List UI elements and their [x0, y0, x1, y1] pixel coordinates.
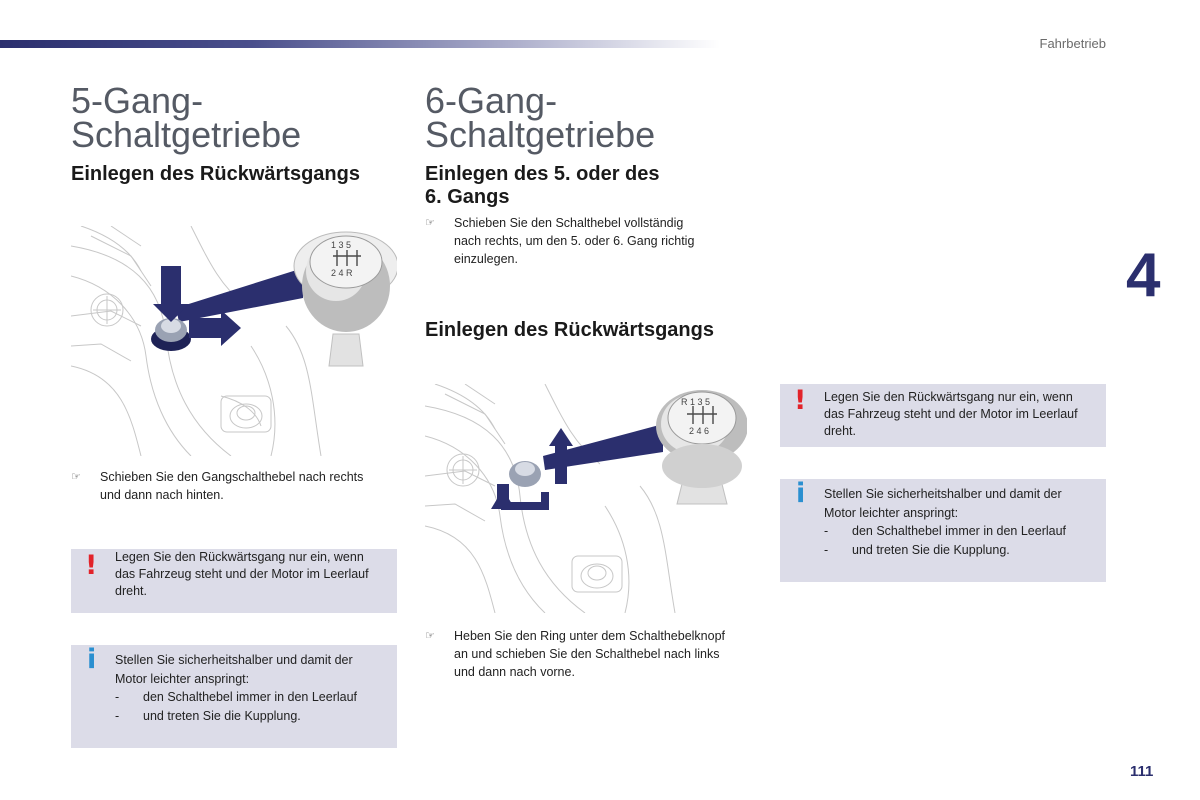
warning-exclamation-icon: ! — [85, 550, 98, 581]
warning-exclamation-icon: ! — [794, 385, 807, 416]
knob-5-gear-bottom-labels: 2 4 R — [331, 268, 353, 278]
left-warning-note: ! Legen Sie den Rückwärtsgang nur ein, wenn das Fahrzeug steht und der Motor im Leerlauf dreht. — [71, 549, 397, 613]
right-page-title: 6-Gang- Schaltgetriebe — [425, 80, 656, 155]
left-info-note: i Stellen Sie sicherheitshalber und damit der Motor leichter anspringt: - den Schalthebel immer in den Leerlauf - und treten Sie die Kupplung. — [71, 645, 397, 748]
gearshift-6-speed-drawing — [425, 384, 747, 613]
gearshift-6-speed-illustration — [425, 384, 747, 613]
gearshift-5-speed-illustration — [71, 226, 397, 456]
left-subtitle: Einlegen des Rückwärtsgangs — [71, 163, 360, 185]
knob-6-gear-bottom-labels: 2 4 6 — [689, 426, 710, 436]
chapter-number: 4 — [1126, 241, 1161, 310]
left-bullet-instruction: ☞ Schieben Sie den Gangschalthebel nach rechts und dann nach hinten. — [71, 470, 364, 502]
info-list-item: - und treten Sie die Kupplung. — [115, 708, 301, 723]
knob-6-gear-top-labels: R 1 3 5 — [681, 397, 711, 407]
right-info-note: i Stellen Sie sicherheitshalber und damit der Motor leichter anspringt: - den Schalthebel immer in den Leerlauf - und treten Sie die Kupplung. — [780, 479, 1106, 582]
subtitle-gear-5-6: Einlegen des 5. oder des 6. Gangs — [425, 163, 660, 208]
left-page-title: 5-Gang- Schaltgetriebe — [71, 80, 302, 155]
knob-5-gear-top-labels: 1 3 5 — [331, 240, 352, 250]
info-list-item: - und treten Sie die Kupplung. — [824, 542, 1010, 557]
hand-pointer-icon: ☞ — [425, 630, 435, 642]
header-gradient-bar — [0, 40, 720, 48]
bullet-instruction-gear-5-6: ☞ Schieben Sie den Schalthebel vollständig nach rechts, um den 5. oder 6. Gang richtig einzulegen. — [425, 216, 695, 266]
section-label: Fahrbetrieb — [1039, 36, 1106, 51]
bullet-instruction-reverse-6-speed: ☞ Heben Sie den Ring unter dem Schalthebelknopf an und schieben Sie den Schalthebel nach links und dann nach vorne. — [425, 629, 726, 679]
gearshift-5-speed-drawing — [71, 226, 397, 456]
hand-pointer-icon: ☞ — [71, 471, 81, 483]
info-list-item: - den Schalthebel immer in den Leerlauf — [824, 524, 1067, 538]
hand-pointer-icon: ☞ — [425, 217, 435, 229]
info-icon: i — [87, 644, 97, 675]
page-number: 111 — [1130, 763, 1154, 780]
right-warning-note: ! Legen Sie den Rückwärtsgang nur ein, wenn das Fahrzeug steht und der Motor im Leerlauf dreht. — [780, 384, 1106, 447]
info-icon: i — [796, 478, 806, 509]
info-list-item: - den Schalthebel immer in den Leerlauf — [115, 690, 358, 704]
subtitle-reverse-6-speed: Einlegen des Rückwärtsgangs — [425, 319, 714, 341]
